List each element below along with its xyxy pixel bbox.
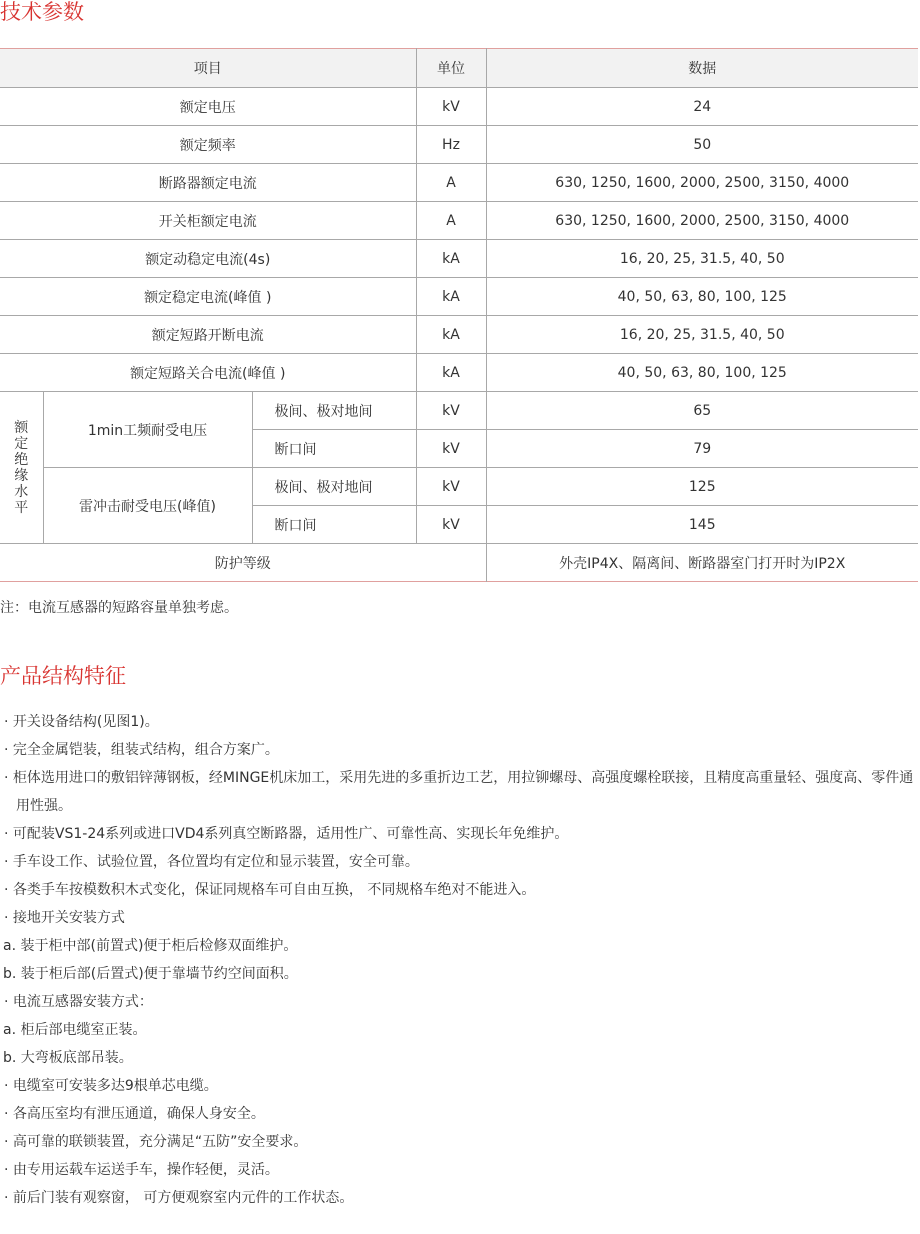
feature-item: · 由专用运载车运送手车，操作轻便，灵活。	[4, 1162, 279, 1178]
cell-item: 额定电压	[0, 88, 416, 126]
tech-params-table	[0, 48, 918, 582]
table-row	[0, 164, 918, 202]
header-unit: 单位	[416, 49, 486, 88]
cell-unit: kA	[416, 354, 486, 392]
cell-sub-item: 断口间	[252, 430, 416, 468]
cell-value: 16, 20, 25, 31.5, 40, 50	[486, 240, 918, 278]
cell-unit: kA	[416, 316, 486, 354]
section-title-tech-params: 技术参数	[0, 0, 84, 24]
cell-unit: kA	[416, 278, 486, 316]
table-row	[0, 278, 918, 316]
feature-item: · 高可靠的联锁装置，充分满足“五防”安全要求。	[4, 1134, 308, 1150]
feature-item: · 各类手车按模数积木式变化，保证同规格车可自由互换， 不同规格车绝对不能进入。	[4, 882, 536, 898]
table-row	[0, 392, 918, 430]
cell-unit: Hz	[416, 126, 486, 164]
feature-item: b. 装于柜后部(后置式)便于靠墙节约空间面积。	[3, 966, 298, 982]
insulation-level-text: 额定绝缘水平	[14, 419, 29, 516]
feature-item: · 开关设备结构(见图1)。	[4, 714, 159, 730]
feature-item: · 电流互感器安装方式：	[4, 994, 153, 1010]
section-title-structure: 产品结构特征	[0, 664, 126, 688]
cell-item: 开关柜额定电流	[0, 202, 416, 240]
table-row	[0, 202, 918, 240]
table-row	[0, 240, 918, 278]
feature-item: · 前后门装有观察窗， 可方便观察室内元件的工作状态。	[4, 1190, 354, 1206]
cell-item: 额定频率	[0, 126, 416, 164]
cell-unit: kV	[416, 506, 486, 544]
cell-value: 24	[486, 88, 918, 126]
cell-value: 125	[486, 468, 918, 506]
cell-value: 16, 20, 25, 31.5, 40, 50	[486, 316, 918, 354]
table-row	[0, 316, 918, 354]
cell-unit: kV	[416, 468, 486, 506]
feature-item: · 接地开关安装方式	[4, 910, 125, 926]
cell-sub-item: 极间、极对地间	[252, 392, 416, 430]
cell-value: 65	[486, 392, 918, 430]
feature-item: · 柜体选用进口的敷铝锌薄钢板，经MINGE机床加工，采用先进的多重折边工艺，用拉铆螺母、高强度螺栓联接，且精度高重量轻、强度高、零件通用性强。	[4, 770, 914, 814]
feature-item: · 电缆室可安装多达9根单芯电缆。	[4, 1078, 218, 1094]
cell-value: 40, 50, 63, 80, 100, 125	[486, 354, 918, 392]
tech-params-table-body	[0, 49, 918, 582]
cell-value: 630, 1250, 1600, 2000, 2500, 3150, 4000	[486, 202, 918, 240]
insulation-level-label	[0, 392, 43, 544]
cell-item: 防护等级	[0, 544, 486, 582]
feature-item: · 手车设工作、试验位置，各位置均有定位和显示装置，安全可靠。	[4, 854, 419, 870]
feature-list	[0, 708, 915, 1212]
table-row	[0, 468, 918, 506]
table-row	[0, 354, 918, 392]
cell-unit: A	[416, 164, 486, 202]
feature-item: b. 大弯板底部吊装。	[3, 1050, 133, 1066]
cell-item: 额定稳定电流(峰值 )	[0, 278, 416, 316]
cell-item: 额定动稳定电流(4s)	[0, 240, 416, 278]
cell-unit: A	[416, 202, 486, 240]
header-data: 数据	[486, 49, 918, 88]
header-item: 项目	[0, 49, 416, 88]
cell-unit: kV	[416, 392, 486, 430]
cell-unit: kA	[416, 240, 486, 278]
feature-item: a. 装于柜中部(前置式)便于柜后检修双面维护。	[3, 938, 298, 954]
cell-value: 145	[486, 506, 918, 544]
cell-sub-item: 极间、极对地间	[252, 468, 416, 506]
table-row-protection	[0, 544, 918, 582]
cell-unit: kV	[416, 88, 486, 126]
cell-value: 79	[486, 430, 918, 468]
feature-item: · 各高压室均有泄压通道，确保人身安全。	[4, 1106, 265, 1122]
table-row	[0, 126, 918, 164]
cell-value: 外壳IP4X、隔离间、断路器室门打开时为IP2X	[559, 555, 846, 572]
cell-value: 40, 50, 63, 80, 100, 125	[486, 278, 918, 316]
table-header-row	[0, 49, 918, 88]
table-row	[0, 88, 918, 126]
cell-item: 额定短路关合电流(峰值 )	[0, 354, 416, 392]
cell-value: 50	[486, 126, 918, 164]
table-note: 注：电流互感器的短路容量单独考虑。	[0, 600, 238, 616]
cell-group-name: 1min工频耐受电压	[43, 392, 252, 468]
cell-item: 断路器额定电流	[0, 164, 416, 202]
cell-sub-item: 断口间	[252, 506, 416, 544]
feature-item: a. 柜后部电缆室正装。	[3, 1022, 147, 1038]
cell-unit: kV	[416, 430, 486, 468]
cell-item: 额定短路开断电流	[0, 316, 416, 354]
feature-item: · 完全金属铠装，组装式结构，组合方案广。	[4, 742, 279, 758]
feature-item: · 可配装VS1-24系列或进口VD4系列真空断路器，适用性广、可靠性高、实现长年免维护。	[4, 826, 569, 842]
cell-group-name: 雷冲击耐受电压(峰值)	[43, 468, 252, 544]
cell-value: 630, 1250, 1600, 2000, 2500, 3150, 4000	[486, 164, 918, 202]
